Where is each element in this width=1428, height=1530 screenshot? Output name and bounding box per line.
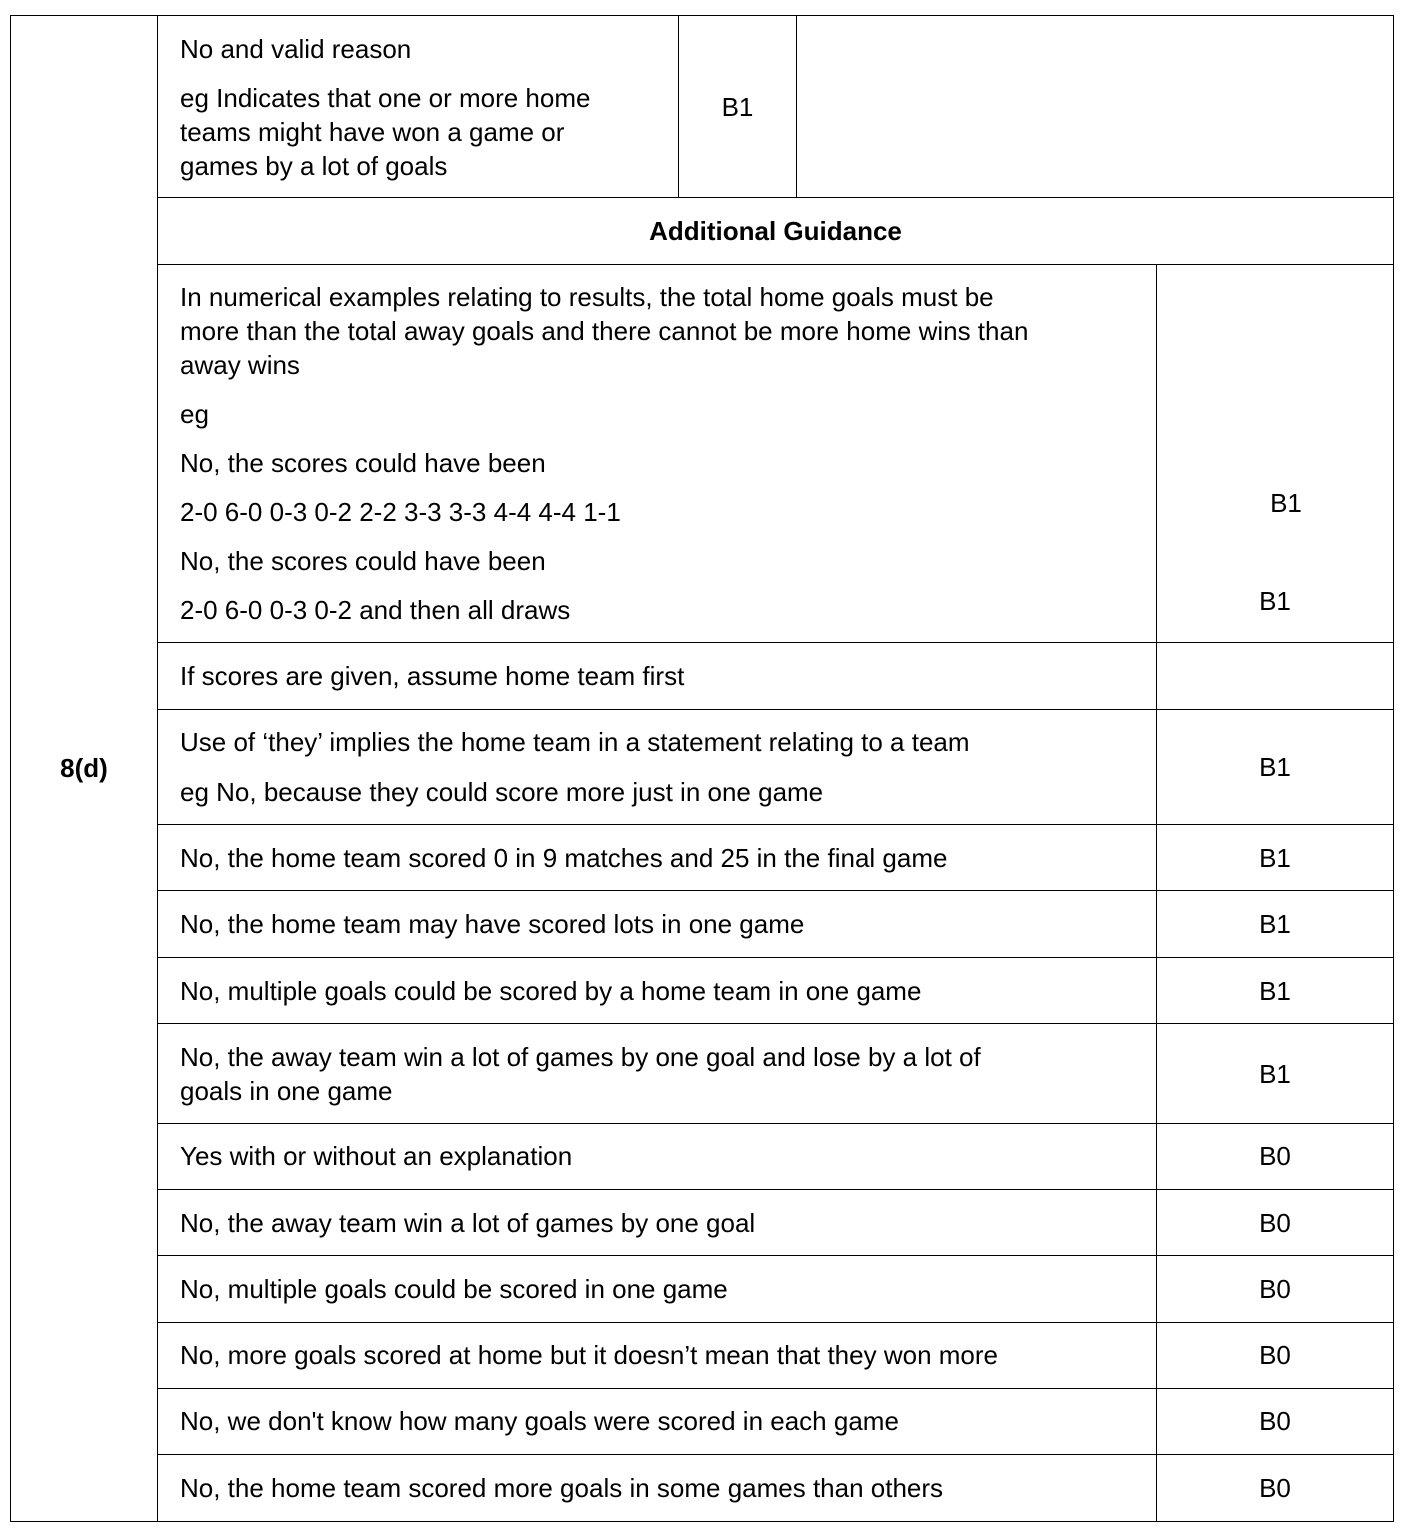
guidance-row-mark: B0 — [1259, 1208, 1291, 1238]
row-divider — [157, 197, 1394, 198]
row-divider — [157, 1023, 1394, 1024]
answer-mark: B1 — [721, 92, 754, 122]
guidance-row-text: No, the home team scored 0 in 9 matches and 25 in the final game — [180, 843, 948, 873]
guidance-row-text: No, the home team may have scored lots in one game — [180, 909, 805, 939]
mark-column-divider-right — [796, 15, 797, 198]
row-divider — [157, 1255, 1394, 1256]
guidance-row-mark: B1 — [1259, 843, 1291, 873]
answer-example-line: eg Indicates that one or more home — [180, 83, 591, 113]
guidance-row-mark: B1 — [1259, 976, 1291, 1006]
guidance-mark-divider — [1156, 264, 1157, 1522]
guidance-row-text: eg No, because they could score more just in one game — [180, 777, 824, 807]
example-mark: B1 — [1270, 488, 1302, 518]
guidance-row-text: If scores are given, assume home team first — [180, 661, 685, 691]
guidance-intro-line: more than the total away goals and there cannot be more home wins than — [180, 316, 1029, 346]
table-border-bottom — [10, 1521, 1394, 1522]
guidance-row-mark: B1 — [1259, 752, 1291, 782]
row-divider — [157, 709, 1394, 710]
guidance-intro-line: In numerical examples relating to results, the total home goals must be — [180, 282, 994, 312]
guidance-row-mark: B1 — [1259, 1059, 1291, 1089]
guidance-row-text: Use of ‘they’ implies the home team in a statement relating to a team — [180, 727, 970, 757]
row-divider — [157, 824, 1394, 825]
guidance-row-mark: B0 — [1259, 1274, 1291, 1304]
answer-example-line: games by a lot of goals — [180, 151, 448, 181]
row-divider — [157, 1388, 1394, 1389]
example-scores: 2-0 6-0 0-3 0-2 2-2 3-3 3-3 4-4 4-4 1-1 — [180, 497, 621, 527]
guidance-row-mark: B0 — [1259, 1406, 1291, 1436]
example-mark: B1 — [1259, 586, 1291, 616]
guidance-row-text: No, more goals scored at home but it doesn’t mean that they won more — [180, 1340, 998, 1370]
guidance-row-mark: B0 — [1259, 1141, 1291, 1171]
guidance-eg: eg — [180, 399, 209, 429]
guidance-row-mark: B0 — [1259, 1340, 1291, 1370]
guidance-row-text: No, multiple goals could be scored in one game — [180, 1274, 728, 1304]
row-divider — [157, 1189, 1394, 1190]
row-divider — [157, 642, 1394, 643]
answer-text: No and valid reason — [180, 34, 412, 64]
row-divider — [157, 1454, 1394, 1455]
row-divider — [157, 890, 1394, 891]
guidance-row-text: goals in one game — [180, 1076, 393, 1106]
guidance-row-text: Yes with or without an explanation — [180, 1141, 573, 1171]
example-scores: 2-0 6-0 0-3 0-2 and then all draws — [180, 595, 571, 625]
guidance-row-text: No, the away team win a lot of games by one goal and lose by a lot of — [180, 1042, 981, 1072]
guidance-row-text: No, the away team win a lot of games by one goal — [180, 1208, 756, 1238]
row-divider — [157, 1322, 1394, 1323]
row-divider — [157, 1123, 1394, 1124]
table-border-top — [10, 15, 1394, 16]
guidance-row-text: No, multiple goals could be scored by a home team in one game — [180, 976, 922, 1006]
guidance-heading: Additional Guidance — [649, 216, 902, 246]
example-lead: No, the scores could have been — [180, 448, 546, 478]
guidance-row-mark: B1 — [1259, 909, 1291, 939]
guidance-row-mark: B0 — [1259, 1473, 1291, 1503]
row-divider — [157, 264, 1394, 265]
guidance-row-text: No, we don't know how many goals were scored in each game — [180, 1406, 899, 1436]
question-number: 8(d) — [60, 753, 108, 783]
guidance-intro-line: away wins — [180, 350, 300, 380]
row-divider — [157, 957, 1394, 958]
answer-example-line: teams might have won a game or — [180, 117, 565, 147]
guidance-row-text: No, the home team scored more goals in some games than others — [180, 1473, 944, 1503]
example-lead: No, the scores could have been — [180, 546, 546, 576]
